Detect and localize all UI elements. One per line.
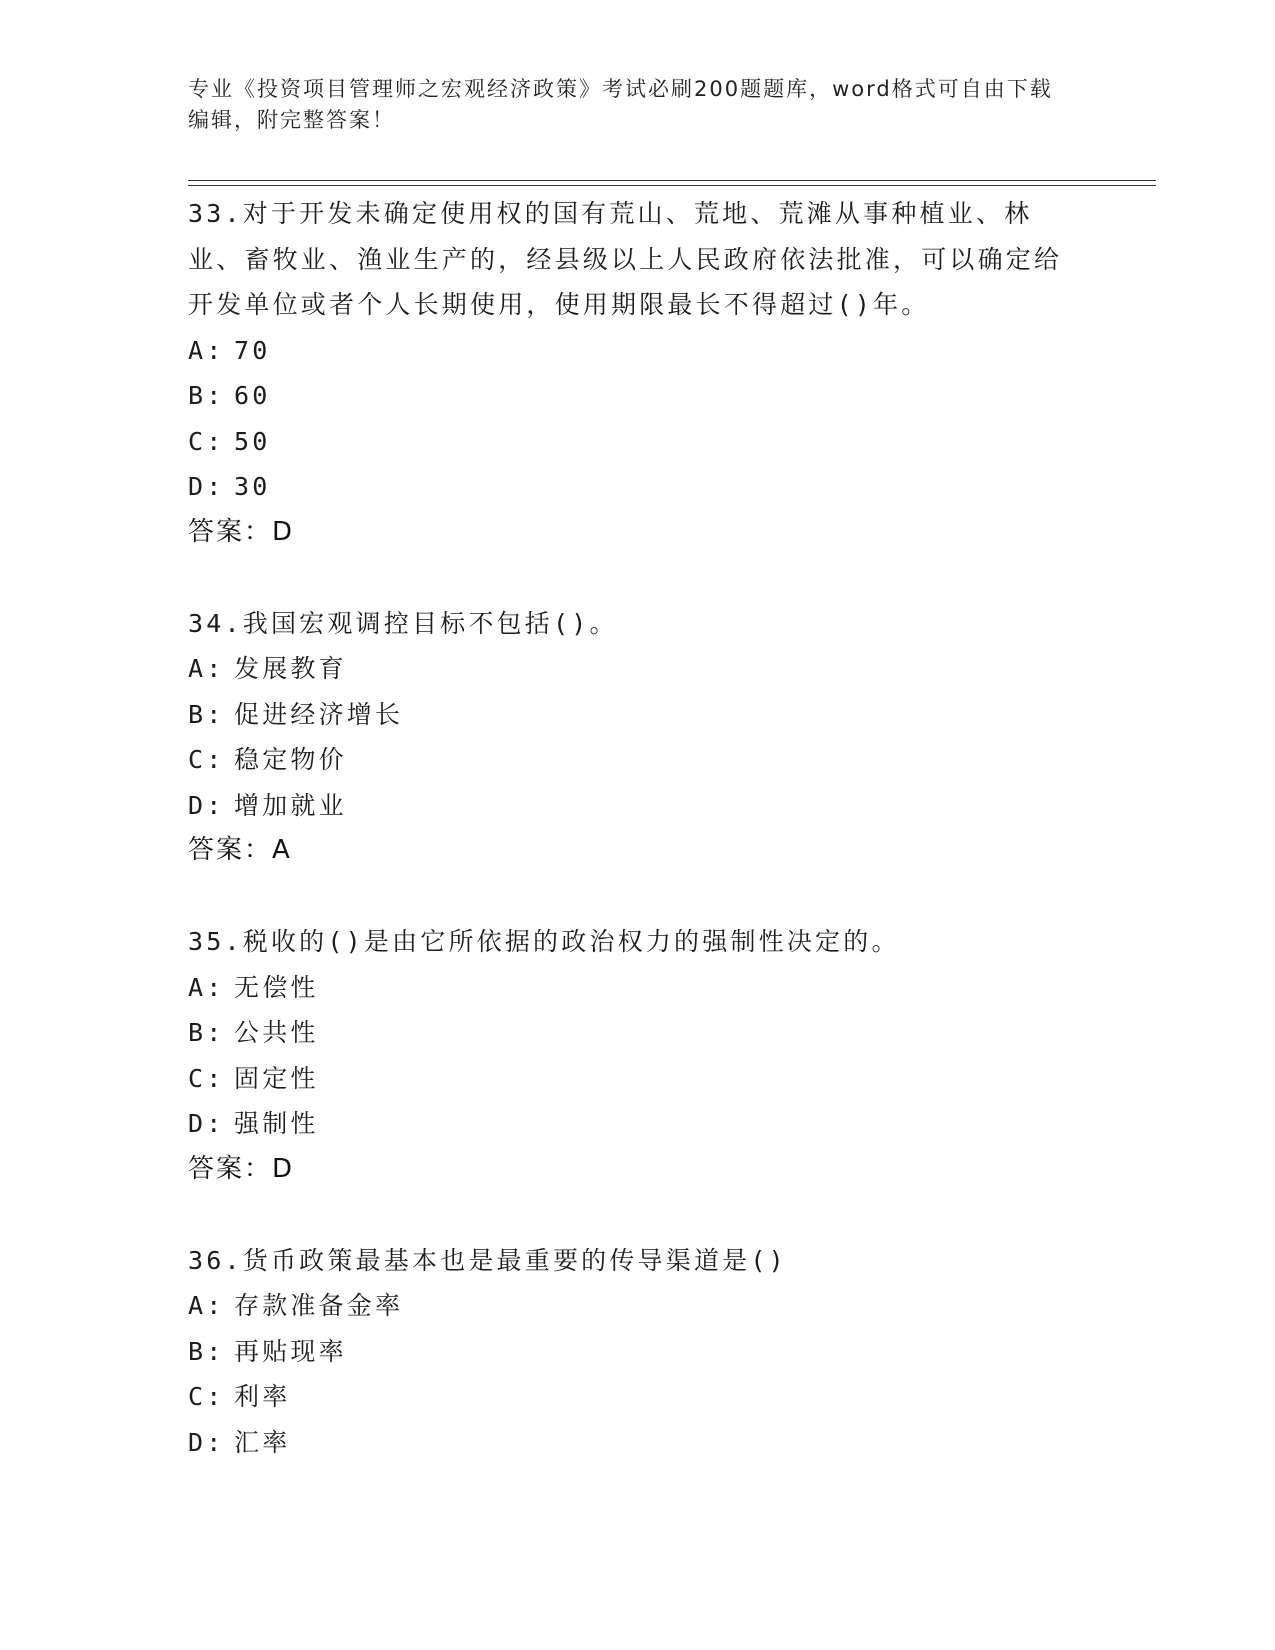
option-text: 增加就业 bbox=[234, 790, 347, 820]
option-key: B: bbox=[188, 699, 225, 729]
option-key: B: bbox=[188, 1018, 225, 1047]
option-key: C: bbox=[188, 1063, 225, 1093]
question-text: 33.对于开发未确定使用权的国有荒山、荒地、荒滩从事种植业、林业、畜牧业、渔业生产的，经县级以上人民政府依法批准，可以确定给开发单位或者个人长期使用，使用期限最长不得超过()年。 bbox=[188, 199, 1063, 319]
option-b bbox=[188, 1010, 1088, 1056]
option-key: D: bbox=[188, 790, 225, 820]
question-33 bbox=[188, 191, 1088, 601]
option-b bbox=[188, 692, 1088, 738]
option-c bbox=[188, 737, 1088, 783]
question-36 bbox=[188, 1238, 1088, 1466]
option-d bbox=[188, 783, 1088, 829]
question-text: 34.我国宏观调控目标不包括()。 bbox=[188, 608, 618, 638]
question-text: 35.税收的()是由它所依据的政治权力的强制性决定的。 bbox=[188, 927, 900, 956]
option-key: D: bbox=[188, 472, 225, 501]
option-key: D: bbox=[188, 1427, 225, 1457]
spacer bbox=[188, 1192, 1088, 1238]
option-text: 30 bbox=[234, 472, 271, 501]
option-text: 发展教育 bbox=[234, 654, 347, 683]
option-d bbox=[188, 464, 1088, 510]
option-text: 再贴现率 bbox=[234, 1336, 347, 1366]
question-list bbox=[188, 191, 1088, 1465]
option-text: 无偿性 bbox=[234, 972, 319, 1002]
option-text: 60 bbox=[234, 381, 271, 410]
spacer bbox=[188, 555, 1088, 601]
answer-line: 答案：A bbox=[188, 835, 292, 865]
option-key: C: bbox=[188, 426, 225, 456]
option-text: 汇率 bbox=[234, 1427, 291, 1457]
question-35 bbox=[188, 919, 1088, 1238]
option-key: A: bbox=[188, 1291, 225, 1320]
option-a bbox=[188, 328, 1088, 374]
option-text: 促进经济增长 bbox=[234, 699, 404, 729]
option-text: 强制性 bbox=[234, 1109, 319, 1138]
option-d bbox=[188, 1101, 1088, 1147]
option-d bbox=[188, 1420, 1088, 1466]
option-b bbox=[188, 373, 1088, 419]
option-text: 70 bbox=[234, 335, 271, 365]
option-b bbox=[188, 1329, 1088, 1375]
option-key: C: bbox=[188, 1382, 225, 1411]
option-text: 50 bbox=[234, 426, 271, 456]
option-c bbox=[188, 419, 1088, 465]
option-a bbox=[188, 1283, 1088, 1329]
option-key: A: bbox=[188, 335, 225, 365]
option-text: 固定性 bbox=[234, 1063, 319, 1093]
option-text: 利率 bbox=[234, 1382, 291, 1411]
question-text: 36.货币政策最基本也是最重要的传导渠道是() bbox=[188, 1245, 787, 1275]
header-divider-line bbox=[188, 180, 1156, 181]
option-key: A: bbox=[188, 654, 225, 683]
option-key: A: bbox=[188, 972, 225, 1002]
option-key: B: bbox=[188, 381, 225, 410]
question-34 bbox=[188, 601, 1088, 920]
option-c bbox=[188, 1056, 1088, 1102]
document-header: 专业《投资项目管理师之宏观经济政策》考试必刷200题题库，word格式可自由下载编辑，附完整答案！ bbox=[188, 77, 1053, 132]
header-divider-line-secondary bbox=[188, 185, 1156, 186]
spacer bbox=[188, 874, 1088, 920]
option-text: 存款准备金率 bbox=[234, 1291, 404, 1320]
option-a bbox=[188, 965, 1088, 1011]
option-key: B: bbox=[188, 1336, 225, 1366]
option-key: C: bbox=[188, 745, 225, 774]
option-text: 稳定物价 bbox=[234, 745, 347, 774]
option-text: 公共性 bbox=[234, 1018, 319, 1047]
option-a bbox=[188, 646, 1088, 692]
answer-line: 答案：D bbox=[188, 516, 295, 547]
answer-line: 答案：D bbox=[188, 1153, 295, 1184]
option-key: D: bbox=[188, 1109, 225, 1138]
option-c bbox=[188, 1374, 1088, 1420]
